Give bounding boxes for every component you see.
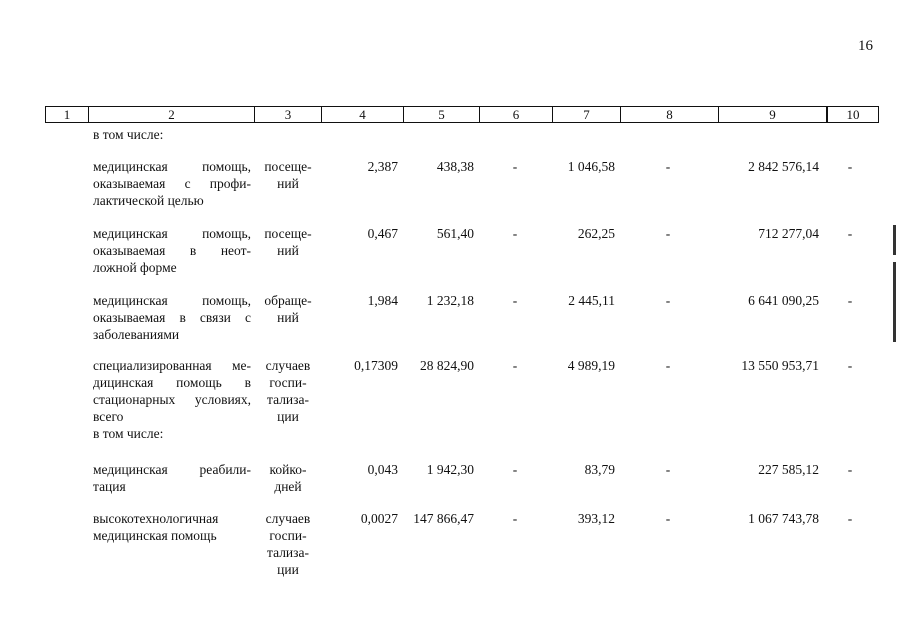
row-name bbox=[93, 225, 251, 276]
header-col-3: 3 bbox=[255, 107, 322, 122]
row-name bbox=[93, 357, 251, 425]
header-col-7: 7 bbox=[553, 107, 621, 122]
cell-c5: 147 866,47 bbox=[413, 511, 474, 526]
header-col-8: 8 bbox=[621, 107, 719, 122]
cell-c8: - bbox=[665, 159, 671, 174]
page-number: 16 bbox=[858, 38, 873, 54]
header-col-6: 6 bbox=[480, 107, 553, 122]
row-unit-line: госпи- bbox=[269, 375, 307, 390]
cell-c10: - bbox=[847, 511, 853, 526]
cell-c4: 0,467 bbox=[367, 226, 398, 241]
row-name-line: медицинская помощь, bbox=[93, 159, 251, 174]
cell-c10: - bbox=[847, 358, 853, 373]
row-name-line: заболеваниями bbox=[93, 327, 180, 342]
cell-c10: - bbox=[847, 462, 853, 477]
cell-c9: 2 842 576,14 bbox=[748, 159, 819, 174]
row-name bbox=[93, 292, 251, 343]
scan-edge-mark bbox=[893, 262, 896, 342]
cell-c10: - bbox=[847, 159, 853, 174]
row-unit-line: ний bbox=[277, 176, 299, 191]
cell-c6: - bbox=[512, 511, 518, 526]
row-unit bbox=[257, 357, 319, 425]
cell-c8: - bbox=[665, 358, 671, 373]
row-unit bbox=[257, 292, 319, 326]
header-col-4: 4 bbox=[322, 107, 404, 122]
cell-c7: 1 046,58 bbox=[567, 159, 615, 174]
row-unit bbox=[257, 461, 319, 495]
cell-c10: - bbox=[847, 293, 853, 308]
row-name-line: оказываемая в связи с bbox=[93, 310, 251, 325]
header-col-10: 10 bbox=[827, 107, 878, 122]
row-name-line: медицинская помощь, bbox=[93, 226, 251, 241]
cell-c4: 0,043 bbox=[367, 462, 398, 477]
row-unit-line: ний bbox=[277, 310, 299, 325]
row-unit bbox=[257, 510, 319, 578]
cell-c8: - bbox=[665, 462, 671, 477]
row-name-line: стационарных условиях, bbox=[93, 392, 251, 407]
row-note: в том числе: bbox=[93, 426, 164, 441]
row-unit-line: посеще- bbox=[264, 226, 312, 241]
row-unit-line: койко- bbox=[269, 462, 307, 477]
cell-c7: 2 445,11 bbox=[568, 293, 615, 308]
cell-c4: 2,387 bbox=[367, 159, 398, 174]
row-name-line: специализированная ме- bbox=[93, 358, 251, 373]
cell-c7: 83,79 bbox=[584, 462, 615, 477]
table-header-row bbox=[45, 106, 879, 123]
cell-c9: 13 550 953,71 bbox=[741, 358, 819, 373]
row-name-line: медицинская помощь, bbox=[93, 293, 251, 308]
cell-c7: 262,25 bbox=[577, 226, 615, 241]
row-unit-line: посеще- bbox=[264, 159, 312, 174]
cell-c6: - bbox=[512, 226, 518, 241]
row-unit-line: госпи- bbox=[269, 528, 307, 543]
cell-c4: 1,984 bbox=[367, 293, 398, 308]
header-col-5: 5 bbox=[404, 107, 480, 122]
row-name bbox=[93, 510, 251, 544]
cell-c9: 712 277,04 bbox=[758, 226, 819, 241]
cell-c4: 0,0027 bbox=[360, 511, 398, 526]
row-name-line: медицинская реабили- bbox=[93, 462, 251, 477]
row-name bbox=[93, 158, 251, 209]
row-name-line: лактической целью bbox=[93, 193, 204, 208]
row-unit-line: дней bbox=[274, 479, 302, 494]
cell-c4: 0,17309 bbox=[354, 358, 398, 373]
cell-c9: 227 585,12 bbox=[758, 462, 819, 477]
row-name-line: медицинская помощь bbox=[93, 528, 217, 543]
cell-c6: - bbox=[512, 462, 518, 477]
cell-c5: 28 824,90 bbox=[420, 358, 474, 373]
row-unit-line: тализа- bbox=[267, 392, 309, 407]
cell-c6: - bbox=[512, 159, 518, 174]
row-unit bbox=[257, 158, 319, 192]
row-unit-line: ции bbox=[277, 562, 299, 577]
row-unit-line: случаев bbox=[265, 358, 311, 373]
cell-c5: 1 942,30 bbox=[426, 462, 474, 477]
row-name-line: тация bbox=[93, 479, 126, 494]
row-name-line: оказываемая с профи- bbox=[93, 176, 251, 191]
row-unit-line: ции bbox=[277, 409, 299, 424]
row-name-line: высокотехнологичная bbox=[93, 511, 219, 526]
cell-c9: 6 641 090,25 bbox=[748, 293, 819, 308]
row-name-line: дицинская помощь в bbox=[93, 375, 251, 390]
cell-c8: - bbox=[665, 226, 671, 241]
cell-c7: 393,12 bbox=[577, 511, 615, 526]
row-name bbox=[93, 461, 251, 495]
cell-c5: 561,40 bbox=[436, 226, 474, 241]
row-unit-line: обраще- bbox=[264, 293, 312, 308]
cell-c5: 438,38 bbox=[436, 159, 474, 174]
cell-c8: - bbox=[665, 293, 671, 308]
cell-c5: 1 232,18 bbox=[426, 293, 474, 308]
row-name-line: всего bbox=[93, 409, 124, 424]
cell-c9: 1 067 743,78 bbox=[748, 511, 819, 526]
row-unit-line: случаев bbox=[265, 511, 311, 526]
row-name-line: оказываемая в неот- bbox=[93, 243, 251, 258]
cell-c8: - bbox=[665, 511, 671, 526]
cell-c7: 4 989,19 bbox=[567, 358, 615, 373]
cell-c6: - bbox=[512, 293, 518, 308]
row-name-line: ложной форме bbox=[93, 260, 177, 275]
row-unit-line: тализа- bbox=[267, 545, 309, 560]
section-note: в том числе: bbox=[93, 127, 164, 142]
row-unit bbox=[257, 225, 319, 259]
header-col-9: 9 bbox=[719, 107, 827, 122]
row-unit-line: ний bbox=[277, 243, 299, 258]
header-col-2: 2 bbox=[89, 107, 255, 122]
scan-edge-mark bbox=[893, 225, 896, 255]
cell-c10: - bbox=[847, 226, 853, 241]
header-col-1: 1 bbox=[46, 107, 89, 122]
cell-c6: - bbox=[512, 358, 518, 373]
